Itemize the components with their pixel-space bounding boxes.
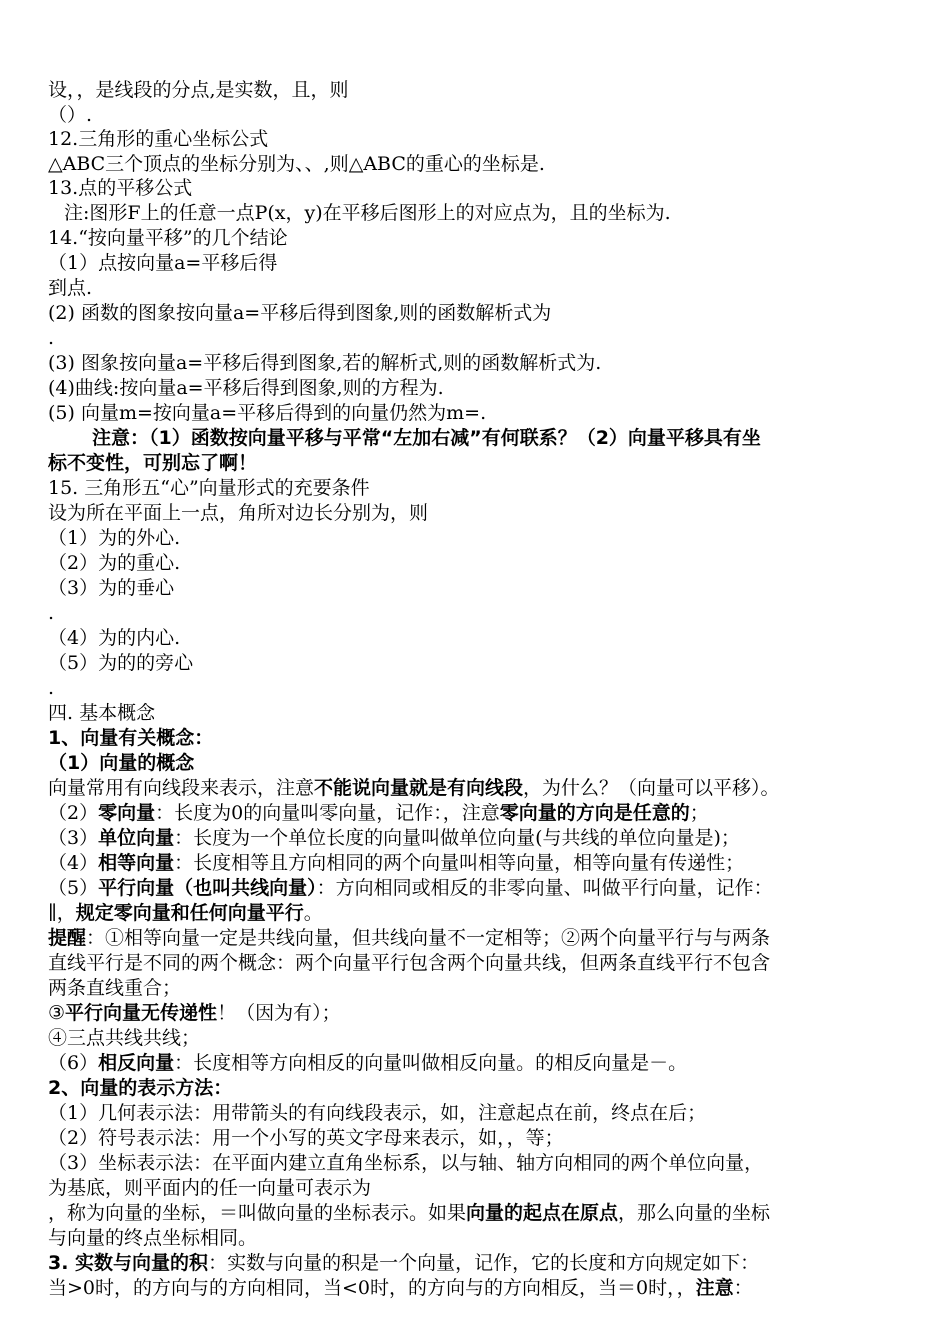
text-run: ：①相等向量一定是共线向量，但共线向量不一定相等；②两个向量平行与与两条 bbox=[86, 927, 771, 949]
text-line bbox=[48, 1276, 918, 1300]
text-line: 直线平行是不同的两个概念：两个向量平行包含两个向量共线，但两条直线平行不包含 bbox=[48, 952, 771, 974]
text-run: 。 bbox=[303, 902, 323, 924]
text-run-bold: 零向量的方向是任意的 bbox=[499, 802, 690, 824]
text-line: △ABC三个顶点的坐标分别为、、,则△ABC的重心的坐标是. bbox=[48, 153, 545, 175]
text-run: （2） bbox=[48, 802, 99, 824]
text-run: ，为什么？（向量可以平移）。 bbox=[523, 777, 780, 799]
text-run: （3） bbox=[48, 827, 99, 849]
list-item: （1）几何表示法：用带箭头的有向线段表示，如，注意起点在前，终点在后； bbox=[48, 1102, 707, 1124]
text-run: 当>0时，的方向与的方向相同，当<0时，的方向与的方向相反，当＝0时，， bbox=[48, 1277, 696, 1299]
note-line: 注意：（1）函数按向量平移与平常“左加右减”有何联系？（2）向量平移具有坐 bbox=[92, 427, 761, 449]
text-line bbox=[48, 1251, 918, 1275]
subsection-heading: （1）向量的概念 bbox=[48, 752, 195, 774]
text-line: 设为所在平面上一点，角所对边长分别为，则 bbox=[48, 502, 429, 524]
text-run: ； bbox=[689, 802, 709, 824]
text-run: ，那么向量的坐标 bbox=[618, 1202, 771, 1224]
list-item: （4）为的内心. bbox=[48, 627, 181, 649]
text-run: ！（因为有）； bbox=[217, 1002, 341, 1024]
text-line bbox=[48, 826, 918, 850]
text-run-bold: 平行向量（也叫共线向量） bbox=[98, 877, 317, 899]
text-line bbox=[48, 851, 918, 875]
text-line: (3) 图象按向量a=平移后得到图象,若的解析式,则的函数解析式为. bbox=[48, 352, 602, 374]
text-run-bold: 提醒 bbox=[48, 927, 87, 949]
text-line bbox=[48, 776, 918, 800]
note-line: 标不变性，可别忘了啊！ bbox=[48, 452, 258, 474]
section-heading-14: 14.“按向量平移”的几个结论 bbox=[48, 227, 288, 249]
text-line: 为基底，则平面内的任一向量可表示为 bbox=[48, 1177, 372, 1199]
text-line bbox=[48, 1001, 918, 1025]
section-heading-4: 四. 基本概念 bbox=[48, 702, 156, 724]
list-item: （3）为的垂心 bbox=[48, 577, 175, 599]
text-run: 向量常用有向线段来表示，注意 bbox=[48, 777, 315, 799]
text-run-bold: 平行向量无传递性 bbox=[65, 1002, 218, 1024]
text-run-bold: 相反向量 bbox=[98, 1052, 175, 1074]
text-run-bold: 注意 bbox=[695, 1277, 734, 1299]
section-heading-15: 15. 三角形五“心”向量形式的充要条件 bbox=[48, 477, 370, 499]
list-item: （5）为的的旁心 bbox=[48, 652, 194, 674]
text-run: ∥， bbox=[48, 902, 76, 924]
text-line: （）. bbox=[48, 104, 93, 126]
text-run: ：长度相等且方向相同的两个向量叫相等向量，相等向量有传递性； bbox=[174, 852, 745, 874]
text-run-bold: 零向量 bbox=[98, 802, 156, 824]
text-run-bold: 3. 实数与向量的积 bbox=[48, 1252, 209, 1274]
list-item: （3）坐标表示法：在平面内建立直角坐标系，以与轴、轴方向相同的两个单位向量， bbox=[48, 1152, 764, 1174]
subsection-heading: 2、向量的表示方法： bbox=[48, 1077, 233, 1099]
text-run: （4） bbox=[48, 852, 99, 874]
text-run: ：方向相同或相反的非零向量、叫做平行向量，记作： bbox=[316, 877, 773, 899]
text-line bbox=[48, 876, 918, 900]
list-item: （2）符号表示法：用一个小写的英文字母来表示，如，，等； bbox=[48, 1127, 564, 1149]
text-run: ： bbox=[733, 1277, 753, 1299]
text-run: ：长度为0的向量叫零向量，记作：，注意 bbox=[155, 802, 500, 824]
text-line: 到点. bbox=[48, 277, 93, 299]
text-line: . bbox=[48, 677, 55, 699]
text-line bbox=[48, 1051, 918, 1075]
text-line: 两条直线重合； bbox=[48, 977, 182, 999]
text-run-bold: 不能说向量就是有向线段 bbox=[314, 777, 524, 799]
text-line: 注:图形F上的任意一点P(x，y)在平移后图形上的对应点为，且的坐标为. bbox=[64, 202, 671, 224]
text-line: 设，，是线段的分点,是实数，且，则 bbox=[48, 79, 349, 101]
text-run: ：实数与向量的积是一个向量，记作，它的长度和方向规定如下： bbox=[208, 1252, 760, 1274]
text-run: ：长度相等方向相反的向量叫做相反向量。的相反向量是－。 bbox=[174, 1052, 688, 1074]
list-item: （1）为的外心. bbox=[48, 527, 181, 549]
text-run-bold: 相等向量 bbox=[98, 852, 175, 874]
text-run: （6） bbox=[48, 1052, 99, 1074]
section-heading-13: 13.点的平移公式 bbox=[48, 177, 193, 199]
text-run-bold: 规定零向量和任何向量平行 bbox=[75, 902, 304, 924]
text-line: . bbox=[48, 327, 55, 349]
list-item: （2）为的重心. bbox=[48, 552, 181, 574]
text-run-bold: 单位向量 bbox=[98, 827, 175, 849]
subsection-heading: 1、向量有关概念： bbox=[48, 727, 214, 749]
text-line bbox=[48, 801, 918, 825]
text-run: ：长度为一个单位长度的向量叫做单位向量(与共线的单位向量是)； bbox=[174, 827, 740, 849]
text-line bbox=[48, 1201, 918, 1225]
text-line: . bbox=[48, 602, 55, 624]
text-line: (5) 向量m=按向量a=平移后得到的向量仍然为m=. bbox=[48, 402, 487, 424]
text-run-bold: 向量的起点在原点 bbox=[466, 1202, 619, 1224]
text-run: ，称为向量的坐标，＝叫做向量的坐标表示。如果 bbox=[48, 1202, 467, 1224]
text-line bbox=[48, 901, 918, 925]
text-line: (4)曲线:按向量a=平移后得到图象,则的方程为. bbox=[48, 377, 444, 399]
text-line: 与向量的终点坐标相同。 bbox=[48, 1227, 258, 1249]
text-line: ④三点共线共线； bbox=[48, 1027, 201, 1049]
text-run: ③ bbox=[48, 1002, 66, 1024]
text-line bbox=[48, 926, 918, 950]
section-heading-12: 12.三角形的重心坐标公式 bbox=[48, 128, 269, 150]
text-line: （1）点按向量a=平移后得 bbox=[48, 252, 278, 274]
text-line: (2) 函数的图象按向量a=平移后得到图象,则的函数解析式为 bbox=[48, 302, 552, 324]
text-run: （5） bbox=[48, 877, 99, 899]
